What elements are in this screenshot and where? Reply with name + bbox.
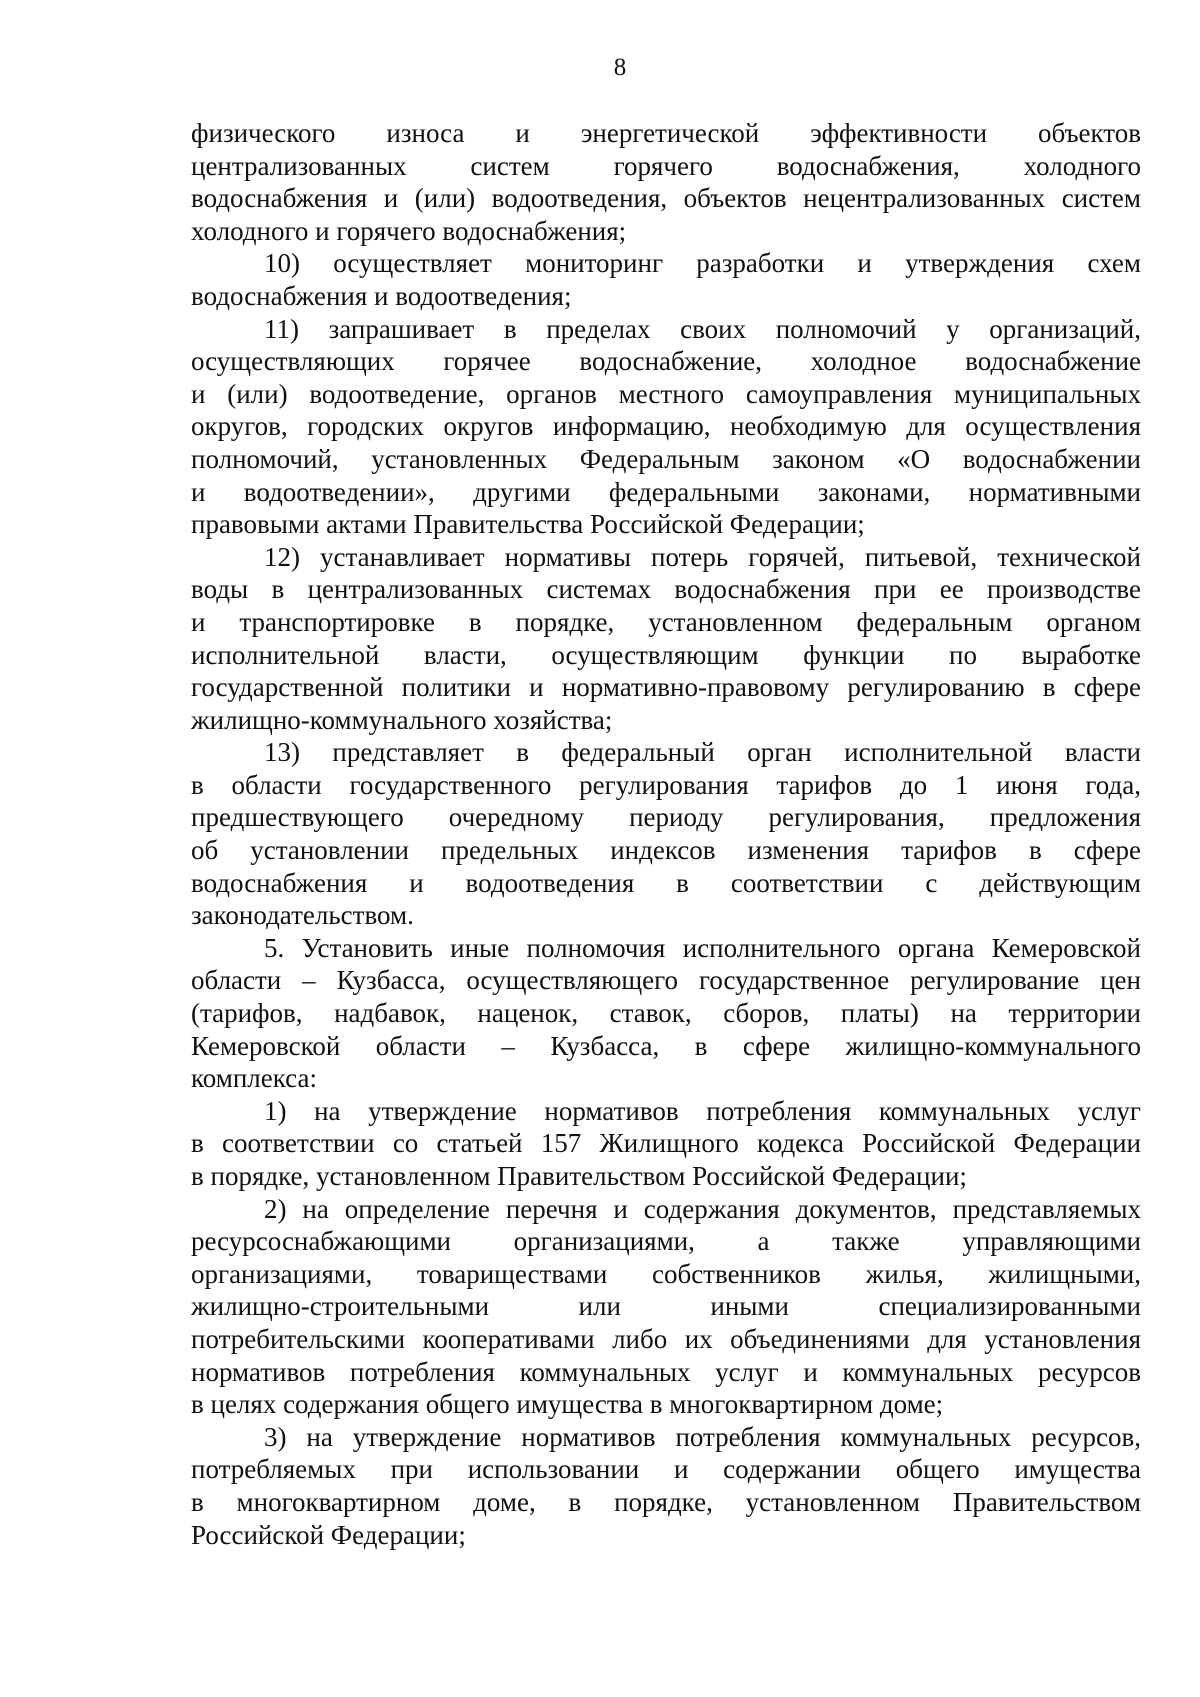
text-line: (тарифов, надбавок, наценок, ставок, сборов, платы) на территории <box>191 998 1141 1029</box>
paragraph-p-sub-1 <box>191 1095 1141 1193</box>
paragraph-p-sub-2 <box>191 1193 1141 1421</box>
text-line: правовыми актами Правительства Российской Федерации; <box>191 509 865 540</box>
text-line: Российской Федерации; <box>191 1519 466 1550</box>
text-line: 1) на утверждение нормативов потребления коммунальных услуг <box>264 1095 1141 1126</box>
text-line: и (или) водоотведение, органов местного самоуправления муниципальных <box>191 378 1141 409</box>
text-line: государственной политики и нормативно-правовому регулированию в сфере <box>191 672 1141 703</box>
text-line: законодательством. <box>191 900 414 931</box>
text-line: и водоотведении», другими федеральными законами, нормативными <box>191 476 1141 507</box>
text-line: потребительскими кооперативами либо их объединениями для установления <box>191 1323 1141 1354</box>
text-line: физического износа и энергетической эффективности объектов <box>191 118 1141 148</box>
text-line: 12) устанавливает нормативы потерь горячей, питьевой, технической <box>264 541 1141 572</box>
text-line: исполнительной власти, осуществляющим функции по выработке <box>191 639 1141 670</box>
text-line: централизованных систем горячего водоснабжения, холодного <box>191 150 1141 181</box>
text-line: в области государственного регулирования тарифов до 1 июня года, <box>191 769 1141 800</box>
text-line: 5. Установить иные полномочия исполнительного органа Кемеровской <box>264 932 1141 963</box>
text-line: в целях содержания общего имущества в многоквартирном доме; <box>191 1389 944 1420</box>
text-line: 13) представляет в федеральный орган исполнительной власти <box>264 737 1141 768</box>
document-body <box>191 117 1141 1551</box>
text-line: водоснабжения и водоотведения в соответствии с действующим <box>191 867 1141 898</box>
text-line: полномочий, установленных Федеральным законом «О водоснабжении <box>191 443 1141 474</box>
text-line: нормативов потребления коммунальных услуг и коммунальных ресурсов <box>191 1356 1141 1387</box>
text-line: 3) на утверждение нормативов потребления коммунальных ресурсов, <box>264 1421 1141 1452</box>
text-line: предшествующего очередному периоду регулирования, предложения <box>191 802 1141 833</box>
paragraph-p-item-12 <box>191 541 1141 737</box>
page-number: 8 <box>613 54 627 81</box>
paragraph-p-sub-3 <box>191 1421 1141 1551</box>
text-line: в многоквартирном доме, в порядке, установленном Правительством <box>191 1486 1141 1517</box>
text-line: Кемеровской области – Кузбасса, в сфере жилищно-коммунального <box>191 1030 1141 1061</box>
text-line: потребляемых при использовании и содержании общего имущества <box>191 1454 1141 1485</box>
text-line: в соответствии со статьей 157 Жилищного кодекса Российской Федерации <box>191 1128 1141 1159</box>
text-line: ресурсоснабжающими организациями, а также управляющими <box>191 1226 1141 1257</box>
text-line: 2) на определение перечня и содержания документов, представляемых <box>264 1193 1141 1224</box>
paragraph-p-item-11 <box>191 313 1141 541</box>
paragraph-p-item-10 <box>191 247 1141 312</box>
text-line: водоснабжения и водоотведения; <box>191 280 572 311</box>
text-line: жилищно-строительными или иными специализированными <box>191 1291 1141 1322</box>
text-line: осуществляющих горячее водоснабжение, холодное водоснабжение <box>191 346 1141 377</box>
text-line: комплекса: <box>191 1063 317 1094</box>
paragraph-p-item-13 <box>191 736 1141 932</box>
paragraph-p-continued <box>191 117 1141 247</box>
text-line: в порядке, установленном Правительством Российской Федерации; <box>191 1161 967 1191</box>
paragraph-p-section-5 <box>191 932 1141 1095</box>
text-line: 10) осуществляет мониторинг разработки и утверждения схем <box>264 248 1141 279</box>
text-line: и транспортировке в порядке, установленном федеральным органом <box>191 606 1141 637</box>
text-line: жилищно-коммунального хозяйства; <box>191 704 613 735</box>
text-line: области – Кузбасса, осуществляющего государственное регулирование цен <box>191 965 1141 996</box>
text-line: холодного и горячего водоснабжения; <box>191 215 627 246</box>
text-line: организациями, товариществами собственников жилья, жилищными, <box>191 1258 1141 1289</box>
text-line: 11) запрашивает в пределах своих полномочий у организаций, <box>264 313 1141 344</box>
text-line: водоснабжения и (или) водоотведения, объектов нецентрализованных систем <box>191 183 1141 214</box>
text-line: округов, городских округов информацию, необходимую для осуществления <box>191 411 1141 442</box>
text-line: воды в централизованных системах водоснабжения при ее производстве <box>191 574 1141 605</box>
text-line: об установлении предельных индексов изменения тарифов в сфере <box>191 835 1141 866</box>
